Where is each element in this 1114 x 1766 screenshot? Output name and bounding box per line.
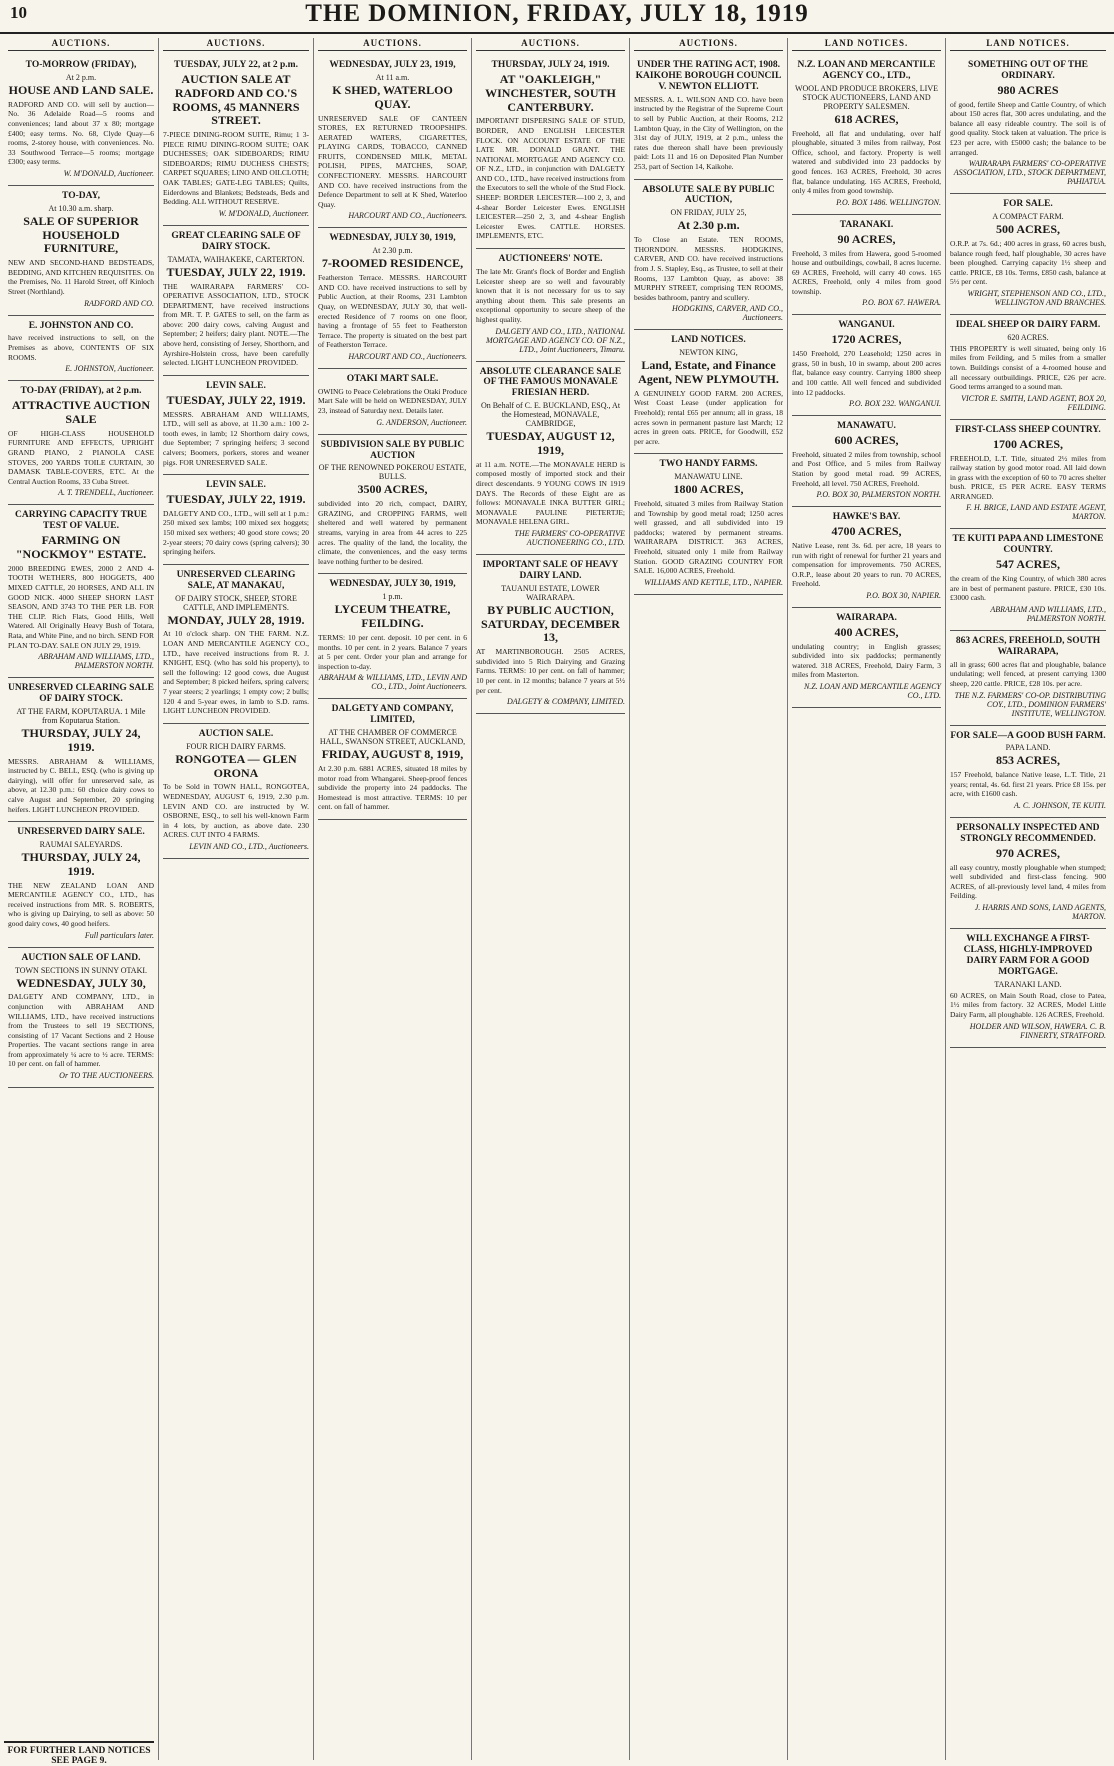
advertisement (634, 180, 783, 331)
ad-subheading: At 11 a.m. (375, 72, 410, 82)
ad-title: Land, Estate, and Finance Agent, NEW PLYMOUTH. (638, 358, 779, 387)
ad-heading: FOR SALE—A GOOD BUSH FARM. (950, 730, 1106, 741)
ad-heading: OTAKI MART SALE. (346, 373, 439, 384)
ad-title: WEDNESDAY, JULY 30, (16, 975, 146, 990)
ad-subheading: 620 ACRES. (1007, 332, 1049, 342)
ad-title: TUESDAY, JULY 22, 1919. (166, 492, 306, 507)
ad-body: the cream of the King Country, of which 380 acres are in best of permanent pasture. PRICE, £30 10s. £3000 cash. (950, 574, 1106, 603)
advertisement (8, 948, 154, 1088)
ad-heading: FOR SALE. (1003, 199, 1053, 210)
ad-subheading: FOUR RICH DAIRY FARMS. (186, 741, 286, 751)
ad-heading: AUCTION SALE. (198, 728, 274, 739)
ad-title: 3500 ACRES, (357, 482, 428, 497)
advertisement (163, 565, 309, 724)
ad-signature: HODGKINS, CARVER, AND CO., Auctioneers. (671, 304, 783, 323)
ad-subheading: At 2.30 p.m. (372, 246, 413, 256)
advertisement (634, 55, 783, 180)
ad-subheading: TARANAKI LAND. (994, 979, 1062, 989)
advertisement (950, 818, 1106, 929)
ad-heading: PERSONALLY INSPECTED AND STRONGLY RECOMMENDED. (956, 823, 1100, 844)
advertisement (163, 724, 309, 859)
ad-body: DALGETY AND CO., LTD., will sell at 1 p.m.: 250 mixed sex lambs; 100 mixed sex hoggets; 150 mixed sex wethers; 40 good store cows; 20 2-year steers; 70 dairy cows (spring calvers); 30 springing heifers. (163, 508, 309, 557)
ad-body: IMPORTANT DISPERSING SALE OF STUD, BORDER, AND ENGLISH LEICESTER FLOCK. ON ACCOUNT ESTATE OF THE LATE MR. DONALD GRANT. THE NATIONAL MORTGAGE AND AGENCY CO. OF N.Z., LTD., in conjunction with DALGETY AND CO., LTD., have received instructions from the Executors to sell the whole of the Stud Flock. SHEEP: BORDER LEICESTER—100 2, 3, and 4-shear Border Leicester Ewes. ENGLISH LEICESTER—250 2, 3, and 4-shear English Leicester Ewes. CATTLE. HORSES. IMPLEMENTS, ETC. (476, 116, 625, 241)
ad-signature: Full particulars later. (84, 930, 154, 940)
ad-subheading: RAUMAI SALEYARDS. (39, 840, 123, 850)
ad-signature: W. M'DONALD, Auctioneer. (63, 168, 154, 178)
advertisement (634, 454, 783, 594)
ad-body: all easy country, mostly ploughable when stumped; well subdivided and first-class fencing. 900 ACRES, of all-previously level land, 4 miles from Feilding. (950, 862, 1106, 901)
ad-body: 1450 Freehold, 270 Leasehold; 1250 acres in grass, 50 in bush, 10 in swamp, about 200 acres flat, balance easy country. Carrying 1800 sheep and 100 cattle. All well fenced and subdivided into 12 paddocks. (792, 349, 941, 397)
advertisement (950, 929, 1106, 1047)
ad-body: THE WAIRARAPA FARMERS' CO-OPERATIVE ASSOCIATION, LTD., STOCK DEPARTMENT, have received instructions from MR. T. P. GATES to sell, on the farm as above: 200 dairy cows, calving August and September; 2 heifers; dairy plant. NOTE.—The above herd, consisting of Jersey, Shorthorn, and Ayrshire-Holstein cross, have been carefully selected. LIGHT LUNCHEON PROVIDED. (163, 281, 309, 368)
ad-title: AUCTION SALE AT RADFORD AND CO.'S ROOMS, 45 MANNERS STREET. (172, 71, 300, 128)
ad-body: AT MARTINBOROUGH. 2505 ACRES, subdivided into 5 Rich Dairying and Grazing Farms. TERMS: 10 per cent. on fall of hammer; 10 per cent. in 12 months; balance 7 years at 5½ per cent. (476, 647, 625, 695)
ad-subheading: MANAWATU LINE. (674, 472, 743, 482)
ad-body: At 10 o'clock sharp. ON THE FARM. N.Z. LOAN AND MERCANTILE AGENCY CO., LTD., have received instructions from R. J. KNIGHT, ESQ. (who has sold his property), to sell the following: 12 good cows, due August and September; 8 picked heifers, spring calvers; 7 year steers; 2 yearlings; 1 empty cow; 2 bulls; 120 4 and 5-year ewes, in lamb to S.D. rams. LIGHT LUNCHEON PROVIDED. (163, 629, 309, 716)
ad-signature: P.O. BOX 30, NAPIER. (866, 590, 941, 600)
columns-container (4, 38, 1110, 1760)
ad-signature: P.O. BOX 67. HAWERA. (862, 298, 941, 308)
ad-heading: WEDNESDAY, JULY 30, 1919, (329, 579, 456, 590)
ad-body: Native Lease, rent 3s. 6d. per acre, 18 years to run with right of renewal for further 21 years and compensation for improvements. 750 ACRES, O.R.P., lease about 20 years to run. 70 ACRES, Freehold. (792, 540, 941, 589)
ad-title: FARMING ON "NOCKMOY" ESTATE. (15, 533, 147, 561)
advertisement (318, 699, 467, 820)
ad-heading: UNRESERVED CLEARING SALE OF DAIRY STOCK. (8, 683, 154, 705)
ad-heading: SUBDIVISION SALE BY PUBLIC AUCTION (320, 439, 465, 461)
ad-signature: P.O. BOX 232. WANGANUI. (849, 399, 941, 409)
column-6 (788, 38, 946, 1760)
ad-heading: LAND NOTICES. (671, 335, 746, 346)
ad-body: OWING to Peace Celebrations the Otaki Produce Mart Sale will be held on WEDNESDAY, JULY 23, instead of Saturday next. Details later. (318, 386, 467, 416)
advertisement (8, 186, 154, 316)
ad-title: 4700 ACRES, (831, 524, 902, 539)
advertisement (8, 55, 154, 186)
ad-heading: WEDNESDAY, JULY 30, 1919, (329, 233, 456, 244)
ad-subheading: A COMPACT FARM. (992, 212, 1064, 222)
ad-subheading: 1 p.m. (382, 592, 403, 602)
ad-heading: DALGETY AND COMPANY, LIMITED, (331, 704, 454, 726)
ad-heading: THURSDAY, JULY 24, 1919. (491, 60, 610, 70)
ad-body: NEW AND SECOND-HAND BEDSTEADS, BEDDING, AND KITCHEN REQUISITES. On the Premises, No. 11 Harold Street, off Kinloch Street (Northland). (8, 258, 154, 296)
ad-title: THURSDAY, JULY 24, 1919. (21, 725, 141, 754)
ad-signature: WRIGHT, STEPHENSON AND CO., LTD., WELLINGTON AND BRANCHES. (967, 288, 1106, 307)
ad-heading: WANGANUI. (838, 320, 895, 331)
ad-title: LYCEUM THEATRE, FEILDING. (334, 602, 451, 631)
ad-heading: WAIRARAPA. (836, 612, 897, 623)
ad-subheading: TAMATA, WAIHAKEKE, CARTERTON. (167, 254, 305, 264)
ad-signature: THE N.Z. FARMERS' CO-OP. DISTRIBUTING COY., LTD., DOMINION FARMERS' INSTITUTE, WELLINGTON. (954, 690, 1106, 718)
ad-signature: WILLIAMS AND KETTLE, LTD., NAPIER. (644, 577, 783, 587)
ad-heading: WEDNESDAY, JULY 23, 1919, (329, 60, 456, 70)
advertisement (318, 574, 467, 699)
ad-heading: MANAWATU. (837, 421, 896, 432)
ad-title: 1720 ACRES, (831, 332, 902, 347)
ad-heading: ABSOLUTE SALE BY PUBLIC AUCTION, (642, 184, 775, 206)
ad-signature: A. T. TRENDELL, Auctioneer. (58, 488, 154, 498)
ad-body: UNRESERVED SALE OF CANTEEN STORES, EX RETURNED TROOPSHIPS. AERATED WATERS, CIGARETTES, PLAYING CARDS, TOBACCO, CANNED FRUITS, CONDENSED MILK, METAL POLISH, PIPES, MATCHES, SOAP, CONFECTIONERY. MESSRS. HARCOURT AND CO. have received instructions from the Defence Department to sell at K Shed, Waterloo Quay. (318, 113, 467, 209)
ad-title: ATTRACTIVE AUCTION SALE (11, 398, 151, 426)
ad-heading: LEVIN SALE. (206, 380, 266, 391)
column-2 (159, 38, 314, 1760)
ad-body: MESSRS. ABRAHAM & WILLIAMS, instructed by C. BELL, ESQ. (who is giving up dairying), will offer for unreserved sale, as above, at 12.30 p.m.: 60 choice dairy cows to calve August and September, 20 springing heifers. LIGHT LUNCHEON PROVIDED. (8, 756, 154, 814)
ad-signature: F. H. BRICE, LAND AND ESTATE AGENT, MARTON. (966, 503, 1106, 522)
ad-body: Freehold, situated 3 miles from Railway Station and Township by good metal road; 1250 acres well grassed, and all subdivided into 19 paddocks; watered by permanent streams. WAIRARAPA DISTRICT. 363 ACRES, Freehold, situated only 1 mile from Railway Station. GOOD GRAZING COUNTRY FOR SALE. 16,000 ACRES, Freehold. (634, 499, 783, 576)
ad-title: At 2.30 p.m. (677, 218, 740, 233)
advertisement (163, 226, 309, 376)
ad-signature: VICTOR E. SMITH, LAND AGENT, BOX 20, FEILDING. (961, 393, 1106, 412)
ad-signature: LEVIN AND CO., LTD., Auctioneers. (189, 841, 309, 851)
ad-heading: AUCTION SALE OF LAND. (21, 952, 141, 963)
ad-body: OF HIGH-CLASS HOUSEHOLD FURNITURE AND EFFECTS, UPRIGHT GRAND PIANO, 2 PIANOLA CASE STOVES, 200 YARDS TOILE CURTAIN, 30 DAMASK TABLE-COVERS, ETC. At the Central Auction Rooms, 33 Cuba Street. (8, 428, 154, 486)
ad-title: 618 ACRES, (834, 111, 899, 126)
ad-subheading: NEWTON KING, (679, 348, 738, 358)
ad-body: TERMS: 10 per cent. deposit. 10 per cent. in 6 months. 10 per cent. in 2 years. Balance 7 years at 5 per cent. Order your plan and arrange for inspection to-day. (318, 632, 467, 671)
ad-title: HOUSE AND LAND SALE. (8, 82, 154, 97)
advertisement (8, 316, 154, 382)
section-heading: AUCTIONS. (318, 38, 467, 51)
ad-heading: UNRESERVED DAIRY SALE. (17, 827, 145, 838)
ad-body: Featherston Terrace. MESSRS. HARCOURT AND CO. have received instructions to sell by Public Auction, at their Rooms, 231 Lambton Quay, on WEDNESDAY, JULY 30, that well-erected Residence of 7 rooms on one floor, having a frontage of 55 feet to Featherston Terrace. The property is situated on the best part of Featherston Terrace. (318, 273, 467, 350)
section-heading: LAND NOTICES. (950, 38, 1106, 51)
masthead (0, 0, 1114, 34)
page-number: 10 (10, 3, 27, 22)
advertisement (950, 194, 1106, 315)
advertisement (950, 529, 1106, 630)
advertisement (476, 55, 625, 249)
ad-body: THE NEW ZEALAND LOAN AND MERCANTILE AGENCY CO., LTD., has received instructions from MR. S. ROBERTS, who is giving up Dairying, to sell as above: 50 good dairy cows, 40 good heifers. (8, 880, 154, 929)
ad-body: O.R.P. at 7s. 6d.; 400 acres in grass, 60 acres bush, balance rough feed, half ploughable, 30 acres have been ploughed. Carrying capacity 1½ sheep and cattle. PRICE, £8 10s. Terms, £850 cash, balance at 5½ per cent. (950, 238, 1106, 287)
advertisement (950, 631, 1106, 726)
ad-body: DALGETY AND COMPANY, LTD., in conjunction with ABRAHAM AND WILLIAMS, LTD., have received instructions from the Trustees to sell 19 SECTIONS, consisting of 17 Vacant Sections and 2 House Properties. The vacant sections range in area from approximately ¼ acre to ½ acre. TERMS: 10 per cent. on fall of hammer. (8, 992, 154, 1069)
ad-subheading: TOWN SECTIONS IN SUNNY OTAKI. (14, 965, 148, 975)
column-4 (472, 38, 630, 1760)
advertisement (318, 435, 467, 575)
ad-title: RONGOTEA — GLEN ORONA (175, 751, 297, 780)
ad-title: 600 ACRES, (834, 433, 899, 448)
ad-body: THIS PROPERTY is well situated, being only 16 miles from Feilding, and 5 miles from a smaller town. Buildings consist of a 4-roomed house and all necessary outbuildings. PRICE, £26 per acre. Good terms arranged to a sound man. (950, 343, 1106, 392)
ad-body: 7-PIECE DINING-ROOM SUITE, Rimu; 1 3-PIECE RIMU DINING-ROOM SUITE; OAK DUCHESSES; OAK SIDEBOARDS; RIMU SIDEBOARDS; RIMU DUCHESS CHESTS; CARPET SQUARES; LINO AND OILCLOTH; OAK TABLES; GATE-LEG TABLES; Quilts, Eiderdowns and Blankets; Bedsteads, Beds and Bedding. ALL WITHOUT RESERVE. (163, 130, 309, 207)
ad-body: The late Mr. Grant's flock of Border and English Leicester sheep are so well and favourably known that it is not necessary for us to say anything about them. This sale presents an exceptional opportunity to secure sheep of the highest quality. (476, 266, 625, 324)
section-heading: AUCTIONS. (476, 38, 625, 51)
ad-body: Freehold, 3 miles from Hawera, good 5-roomed house and outbuildings, cowbail, 8 acres lucerne. 69 ACRES, Freehold, will carry 40 cows. 165 ACRES, Freehold, only 4 miles from good township. (792, 248, 941, 296)
ad-subheading: On Behalf of C. E. BUCKLAND, ESQ., At the Homestead, MONAVALE, CAMBRIDGE, (480, 401, 621, 429)
ad-signature: HARCOURT AND CO., Auctioneers. (348, 211, 467, 221)
advertisement (163, 376, 309, 475)
ad-body: all in grass; 600 acres flat and ploughable, balance undulating; well fenced, at present carrying 1300 sheep, 220 cattle. PRICE, £28 10s. per acre. (950, 659, 1106, 688)
ad-body: To be Sold in TOWN HALL, RONGOTEA, WEDNESDAY, AUGUST 6, 1919, 2.30 p.m. LEVIN AND CO. are instructed by W. OSBORNE, ESQ., to sell his well-known Farm in 4 lots, by auction, as above date. 230 ACRES. CUT INTO 4 FARMS. (163, 782, 309, 840)
ad-heading: UNRESERVED CLEARING SALE, AT MANAKAU, (176, 569, 296, 591)
section-heading: AUCTIONS. (634, 38, 783, 51)
advertisement (8, 822, 154, 947)
advertisement (163, 475, 309, 565)
ad-heading: TO-DAY (FRIDAY), at 2 p.m. (20, 386, 142, 397)
ad-subheading: ON FRIDAY, JULY 25, (670, 208, 747, 218)
ad-signature: ABRAHAM AND WILLIAMS, LTD., PALMERSTON NORTH. (990, 604, 1106, 623)
advertisement (950, 726, 1106, 819)
ad-title: 980 ACRES (997, 82, 1059, 97)
ad-heading: SOMETHING OUT OF THE ORDINARY. (968, 60, 1088, 81)
ad-body: To Close an Estate. TEN ROOMS, THORNDON. MESSRS. HODGKINS, CARVER, AND CO. have received instructions from J. S. Stapley, Esq., as Trustee, to sell at their Rooms, 137 Lambton Quay, as above: 38 MURPHY STREET, comprising TEN ROOMS, besides bathroom, pantry and scullery. (634, 235, 783, 302)
ad-signature: WAIRARAPA FARMERS' CO-OPERATIVE ASSOCIATION, LTD., STOCK DEPARTMENT, PAHIATUA. (953, 159, 1106, 187)
ad-body: MESSRS. A. L. WILSON AND CO. have been instructed by the Registrar of the Supreme Court to sell by Public Auction, at their Rooms, 212 Lambton Quay, in the City of Wellington, on the 31st day of JULY, 1919, at 2 p.m., unless the rates due thereon shall have been previously paid: Lots 11 and 16 on Deposited Plan Number 253, part of Section 14, Kaikohe. (634, 94, 783, 171)
column-7 (946, 38, 1110, 1760)
ad-heading: N.Z. LOAN AND MERCANTILE AGENCY CO., LTD., (797, 60, 936, 81)
ad-title: K SHED, WATERLOO QUAY. (332, 82, 453, 111)
advertisement (792, 416, 941, 507)
ad-title: THURSDAY, JULY 24, 1919. (21, 850, 141, 878)
ad-subheading: PAPA LAND. (1005, 743, 1051, 753)
ad-signature: E. JOHNSTON, Auctioneer. (65, 364, 154, 374)
ad-heading: IMPORTANT SALE OF HEAVY DAIRY LAND. (482, 560, 619, 581)
advertisement (8, 678, 154, 822)
ad-title: MONDAY, JULY 28, 1919. (167, 612, 305, 627)
ad-title: TUESDAY, JULY 22, 1919. (166, 392, 306, 407)
advertisement (476, 555, 625, 714)
advertisement (950, 420, 1106, 530)
ad-body: At 2.30 p.m. 6881 ACRES, situated 18 miles by motor road from Whangarei. Sheep-proof fences subdivide the property into 24 paddocks. The Homestead is most attractive. TERMS: 10 per cent. on fall of hammer. (318, 763, 467, 812)
ad-heading: CARRYING CAPACITY TRUE TEST OF VALUE. (15, 510, 147, 532)
ad-subheading: OF THE RENOWNED POKEROU ESTATE, BULLS. (318, 463, 467, 482)
ad-signature: A. C. JOHNSON, TE KUITI. (1013, 801, 1106, 811)
column-5 (630, 38, 788, 1760)
ad-heading: TUESDAY, JULY 22, at 2 p.m. (174, 60, 298, 70)
ad-body: Freehold, all flat and undulating, over half ploughable, situated 3 miles from railway, Post Office, school, and factory. Property is well watered and subdivided into 23 paddocks by good fences. 163 ACRES, Freehold, 30 acres flat, balance undulating. 165 ACRES, Freehold, only 4 miles from good township. (792, 128, 941, 196)
ad-title: SALE OF SUPERIOR HOUSEHOLD FURNITURE, (23, 213, 139, 256)
ad-title: 500 ACRES, (995, 222, 1060, 237)
ad-title: FRIDAY, AUGUST 8, 1919, (321, 747, 464, 762)
ad-body: FREEHOLD, L.T. Title, situated 2½ miles from railway station by good motor road. All laid down in grass with the exception of 60 to 70 acres shelter bush. PRICE, £5 PER ACRE. EASY TERMS ARRANGED. (950, 453, 1106, 501)
ad-signature: J. HARRIS AND SONS, LAND AGENTS, MARTON. (974, 903, 1106, 922)
advertisement (8, 505, 154, 678)
ad-body: A GENUINELY GOOD FARM. 200 ACRES, West Coast Lease (under application for Freehold); rental £65 per annum; all in grass, 18 acres sown in permanent pasture last March; 12 acres in green oats. PRICE, for Goodwill, £52 per acre. (634, 388, 783, 446)
section-heading: LAND NOTICES. (792, 38, 941, 51)
ad-signature: DALGETY AND CO., LTD., NATIONAL MORTGAGE AND AGENCY CO. OF N.Z., LTD., Joint Auctioneers, Timaru. (485, 326, 625, 354)
ad-signature: ABRAHAM & WILLIAMS, LTD., LEVIN AND CO., LTD., Joint Auctioneers. (318, 673, 467, 692)
section-heading: AUCTIONS. (163, 38, 309, 51)
ad-signature: P.O. BOX 30, PALMERSTON NORTH. (816, 490, 941, 500)
ad-title: 970 ACRES, (995, 845, 1060, 860)
section-heading: AUCTIONS. (8, 38, 154, 51)
advertisement (163, 55, 309, 226)
ad-title: 400 ACRES, (834, 624, 899, 639)
ad-signature: P.O. BOX 1486. WELLINGTON. (836, 197, 941, 207)
ad-signature: Or TO THE AUCTIONEERS. (59, 1071, 154, 1081)
ad-heading: TWO HANDY FARMS. (659, 459, 758, 470)
ad-title: AT "OAKLEIGH," WINCHESTER, SOUTH CANTERBURY. (485, 71, 616, 114)
ad-heading: FIRST-CLASS SHEEP COUNTRY. (955, 424, 1101, 435)
ad-subheading: AT THE FARM, KOPUTARUA. 1 Mile from Koputarua Station. (16, 706, 146, 725)
footer-note: FOR FURTHER LAND NOTICES SEE PAGE 9. (4, 1741, 154, 1766)
newspaper-title: THE DOMINION, FRIDAY, JULY 18, 1919 (305, 0, 809, 27)
ad-title: 853 ACRES, (995, 753, 1060, 768)
ad-body: at 11 a.m. NOTE.—The MONAVALE HERD is composed mostly of imported stock and their direct descendants. 9 YOUNG COWS IN 1919 DAYS. The Records of these Eight are as follows: MONAVALE INKA BUTTER GIRL; MONAVALE PAULINE PIETERTJE; MONAVALE HELENA GIRL. (476, 459, 625, 527)
ad-subheading: OF DAIRY STOCK, SHEEP, STORE CATTLE, AND IMPLEMENTS. (175, 593, 297, 612)
advertisement (476, 249, 625, 361)
ad-title: TUESDAY, JULY 22, 1919. (166, 264, 306, 279)
ad-heading: AUCTIONEERS' NOTE. (498, 254, 603, 265)
ad-title: 7-ROOMED RESIDENCE, (321, 256, 464, 271)
ad-body: have received instructions to sell, on the Premises as above, CONTENTS OF SIX ROOMS. (8, 333, 154, 362)
advertisement (318, 228, 467, 368)
advertisement (792, 507, 941, 608)
ad-heading: LEVIN SALE. (206, 480, 266, 491)
ad-subheading: At 10.30 a.m. sharp. (48, 203, 114, 213)
advertisement (634, 330, 783, 454)
ad-subheading: WOOL AND PRODUCE BROKERS, LIVE STOCK AUCTIONEERS, LAND AND PROPERTY SALESMEN. (794, 83, 939, 111)
ad-heading: GREAT CLEARING SALE OF DAIRY STOCK. (171, 230, 301, 252)
ad-title: 1700 ACRES, (992, 436, 1063, 451)
advertisement (318, 369, 467, 435)
ad-heading: 863 ACRES, FREEHOLD, SOUTH WAIRARAPA, (955, 635, 1101, 657)
advertisement (8, 381, 154, 505)
ad-body: Freehold, situated 2 miles from township, school and Post Office, and 5 miles from Railway Station by good metal road. 99 ACRES, Freehold, all level. 750 ACRES, Freehold. (792, 449, 941, 488)
ad-signature: G. ANDERSON, Auctioneer. (376, 417, 467, 427)
ad-signature: W. M'DONALD, Auctioneer. (218, 208, 309, 218)
ad-body: 2000 BREEDING EWES, 2000 2 AND 4-TOOTH WETHERS, 800 HOGGETS, 400 MIXED CATTLE, 20 HORSES, AND ALL IN GOOD NICK. 4000 SHEEP SHORN LAST SEASON, AND 3743 TO THE PER LB. FOR THE CLIP. Rich Flats, Good Hills, Well Watered. All Originally Heavy Bush of Totara, Rata, and White Pine, and no birch. SEND FOR PLAN TO-DAY. SALE ON JULY 29, 1919. (8, 563, 154, 650)
ad-heading: TE KUITI PAPA AND LIMESTONE COUNTRY. (952, 534, 1104, 556)
advertisement (792, 215, 941, 316)
ad-body: 157 Freehold, balance Native lease, L.T. Title, 21 years; rental, 4s. 6d. first 21 years. Price £8 15s. per acre, with £1600 cash. (950, 770, 1106, 799)
ad-title: 547 ACRES, (995, 557, 1060, 572)
ad-body: undulating country; in English grasses; subdivided into six paddocks; permanently watered. 318 ACRES, Freehold, Dairy Farm, 3 miles from Masterton. (792, 641, 941, 680)
ad-signature: RADFORD AND CO. (84, 298, 154, 308)
advertisement (792, 315, 941, 416)
ad-signature: ABRAHAM AND WILLIAMS, LTD., PALMERSTON NORTH. (38, 652, 154, 671)
ad-heading: ABSOLUTE CLEARANCE SALE OF THE FAMOUS MONAVALE FRIESIAN HERD. (479, 366, 622, 399)
ad-heading: TO-MORROW (FRIDAY), (25, 60, 137, 70)
ad-signature: HARCOURT AND CO., Auctioneers. (348, 351, 467, 361)
ad-heading: TARANAKI. (839, 219, 894, 230)
ad-heading: UNDER THE RATING ACT, 1908. KAIKOHE BOROUGH COUNCIL V. NEWTON ELLIOTT. (635, 60, 782, 92)
ad-body: subdivided into 20 rich, compact, DAIRY, GRAZING, and CROPPING FARMS, well sheltered and well watered by permanent streams, varying in area from 44 acres to 225 acres. The quality of the land, the locality, the climate, the conveniences, and the easy terms leave nothing further to be desired. (318, 499, 467, 566)
ad-subheading: AT THE CHAMBER OF COMMERCE HALL, SWANSON STREET, AUCKLAND, (319, 728, 466, 747)
ad-heading: TO-DAY, (62, 190, 100, 201)
ad-body: of good, fertile Sheep and Cattle Country, of which about 150 acres flat, 300 acres undulating, and the balance all easy rideable country. The soil is of good quality. Stock taken at valuation. The price is £23 per acre, with £5000 cash; the balance to be arranged. (950, 99, 1106, 157)
ad-body: 60 ACRES, on Main South Road, close to Patea, 1½ miles from factory. 32 ACRES, Model Little Dairy Farm, all ploughable. 126 ACRES, Freehold. (950, 990, 1106, 1019)
ad-title: 1800 ACRES, (673, 482, 744, 497)
ad-body: MESSRS. ABRAHAM AND WILLIAMS, LTD., will sell as above, at 11.30 a.m.: 100 2-tooth ewes, in lamb; 12 Shorthorn dairy cows, due September; 7 springing heifers; 3 second calvers; Boomers, porkers, stores and weaner pigs. FOR UNRESERVED SALE. (163, 409, 309, 467)
column-1 (4, 38, 159, 1760)
advertisement (476, 362, 625, 556)
column-3 (314, 38, 472, 1760)
ad-body: RADFORD AND CO. will sell by auction— No. 36 Adelaide Road—5 rooms and conveniences; land about 37 x 80; mortgage £400; easy terms. No. 68, Clyde Quay—6 rooms, 2-storey house, with conveniences. No. 33 Southwood Terrace—5 rooms; mortgage £300; easy terms. (8, 99, 154, 167)
ad-signature: N.Z. LOAN AND MERCANTILE AGENCY CO., LTD. (803, 682, 941, 701)
ad-heading: WILL EXCHANGE A FIRST-CLASS, HIGHLY-IMPROVED DAIRY FARM FOR A GOOD MORTGAGE. (963, 934, 1093, 977)
advertisement (950, 55, 1106, 194)
ad-signature: DALGETY & COMPANY, LIMITED. (506, 697, 625, 707)
ad-heading: IDEAL SHEEP OR DAIRY FARM. (955, 319, 1101, 330)
ad-title: BY PUBLIC AUCTION, SATURDAY, DECEMBER 13, (481, 602, 620, 645)
advertisement (792, 608, 941, 708)
advertisement (318, 55, 467, 228)
ad-heading: HAWKE'S BAY. (832, 512, 901, 523)
ad-heading: E. JOHNSTON AND CO. (28, 320, 134, 331)
ad-signature: HOLDER AND WILSON, HAWERA. C. B. FINNERTY, STRATFORD. (969, 1021, 1106, 1040)
ad-subheading: TAUANUI ESTATE, LOWER WAIRARAPA. (501, 583, 600, 602)
advertisement (792, 55, 941, 215)
ad-subheading: At 2 p.m. (65, 72, 97, 82)
advertisement (950, 315, 1106, 420)
ad-signature: THE FARMERS' CO-OPERATIVE AUCTIONEERING CO., LTD. (514, 529, 625, 548)
ad-title: 90 ACRES, (837, 231, 896, 246)
ad-title: TUESDAY, AUGUST 12, 1919, (486, 429, 615, 458)
